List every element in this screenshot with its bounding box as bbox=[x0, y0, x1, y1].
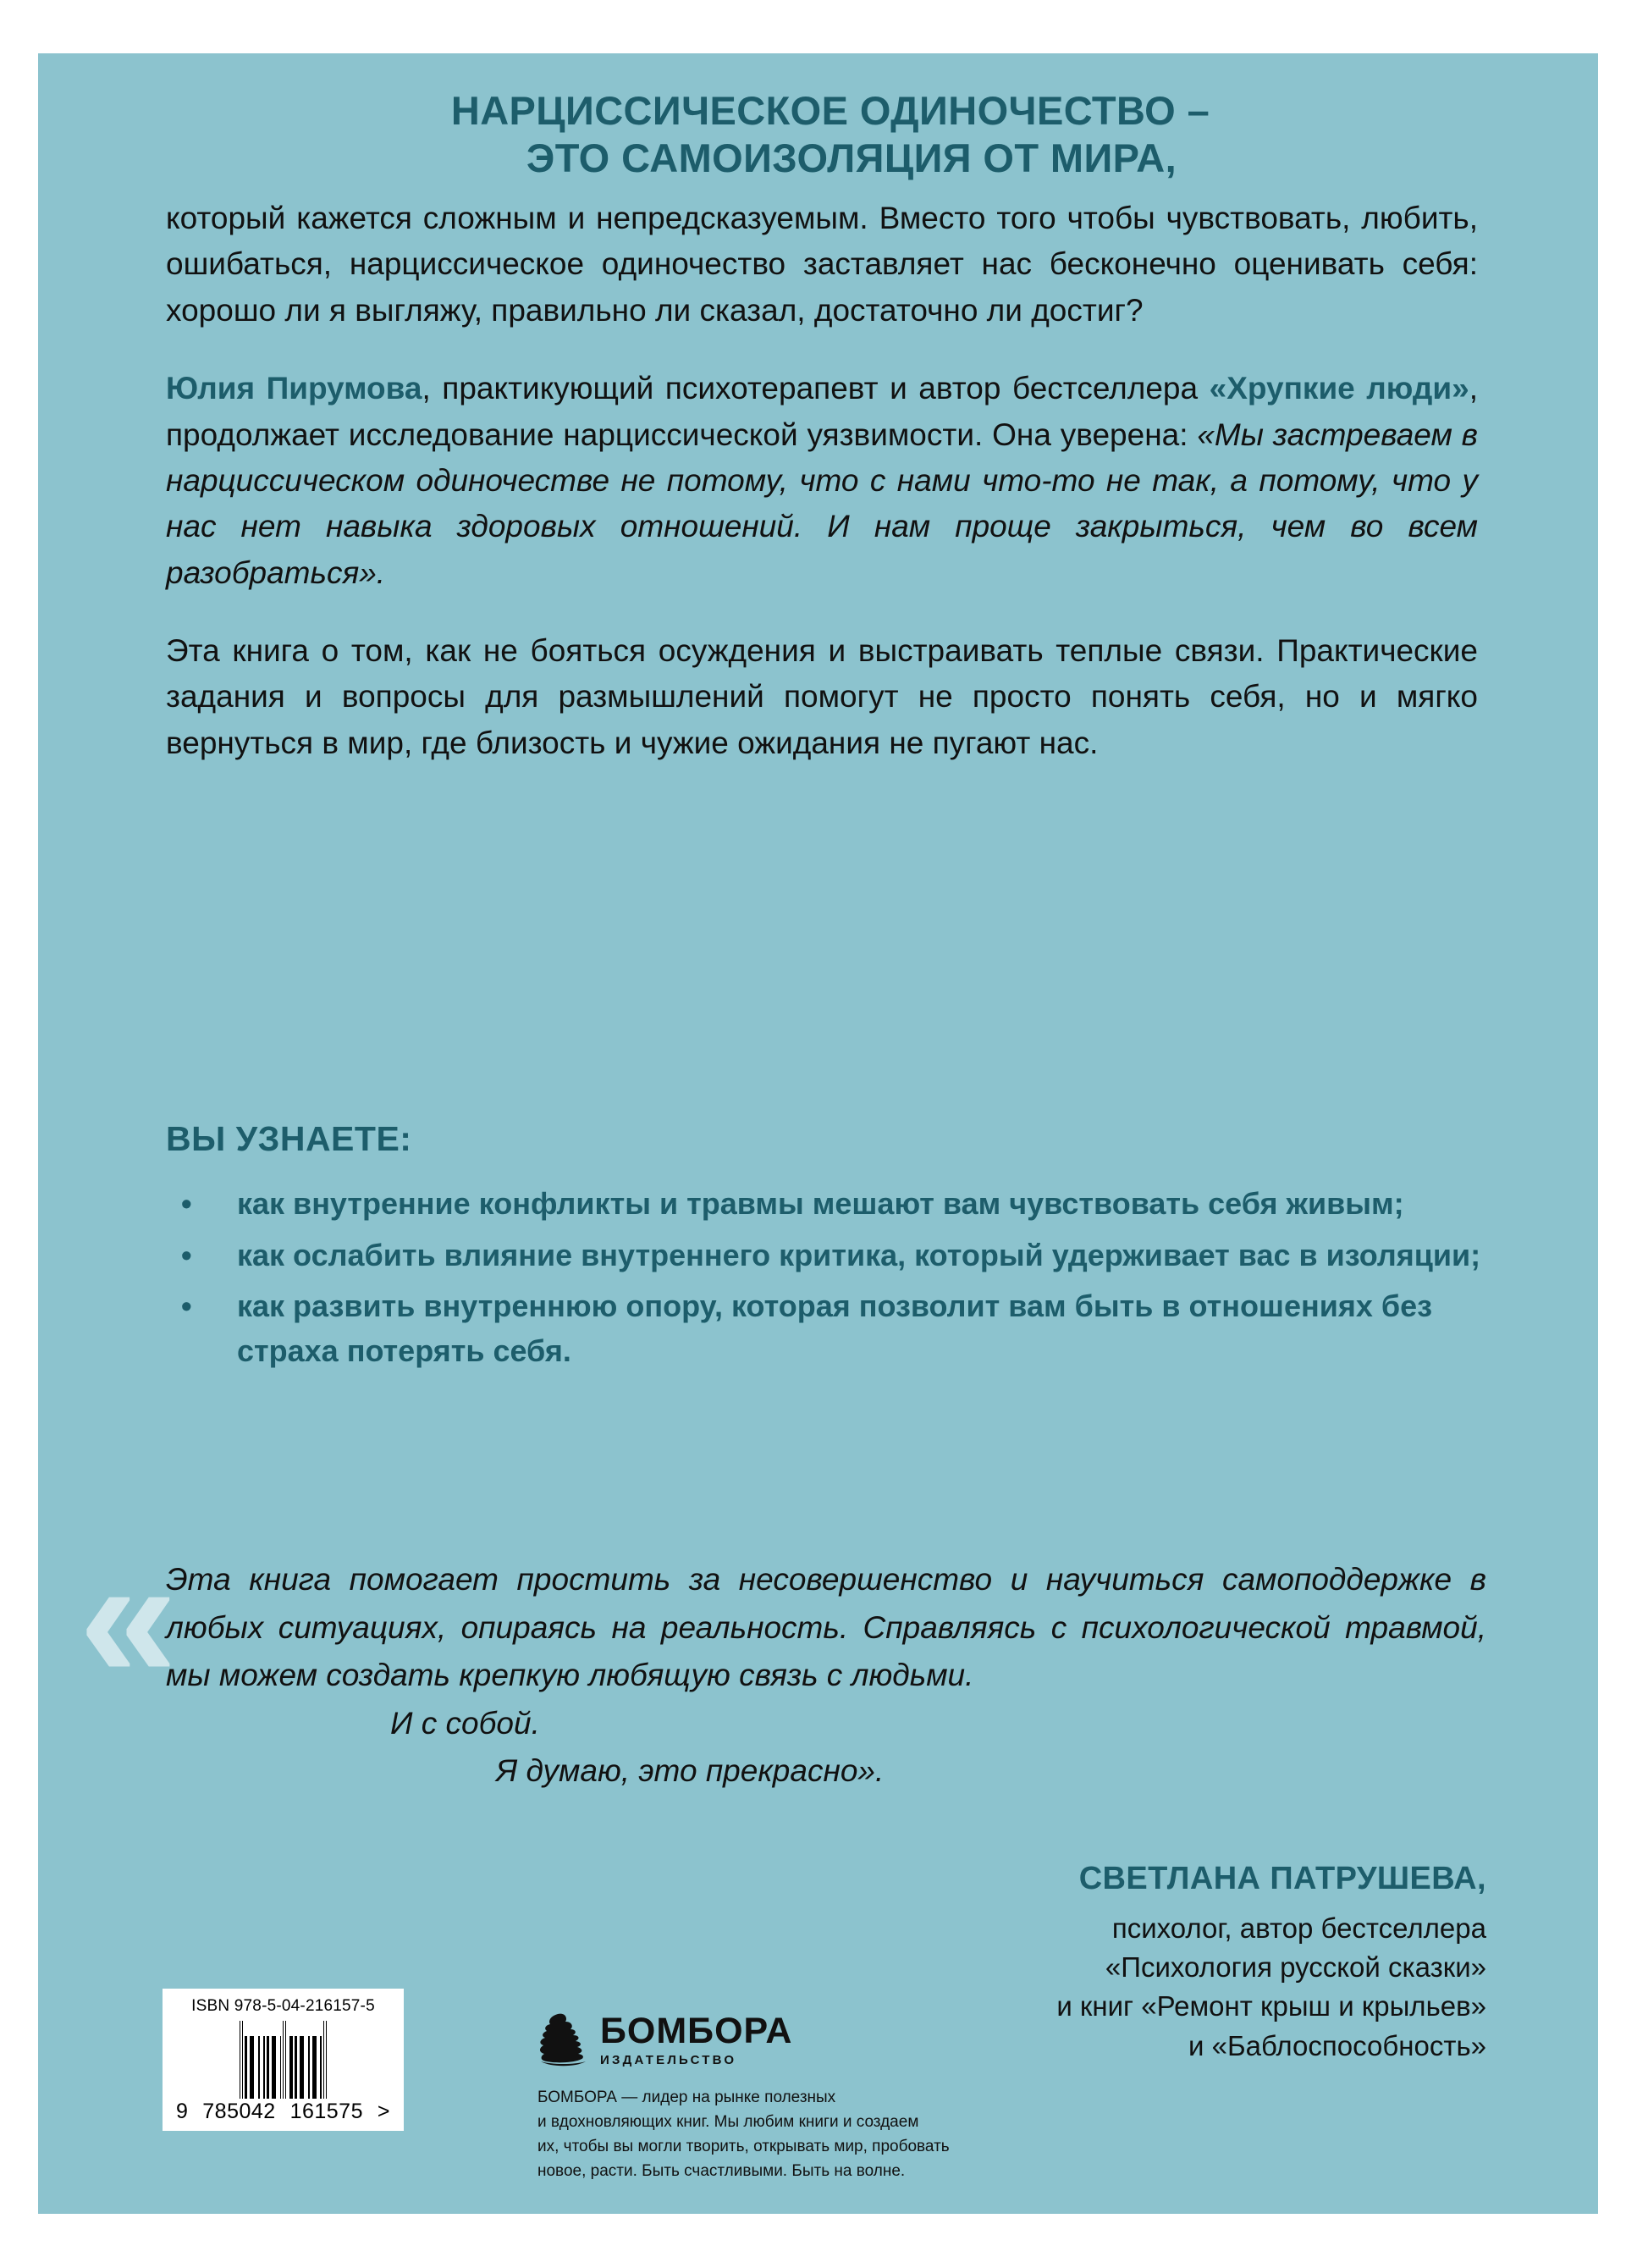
publisher-wordmark bbox=[600, 2010, 793, 2067]
publisher-blurb bbox=[537, 2086, 1096, 2184]
list-item-label: как ослабить влияние внутреннего критика, который удерживает вас в изоляции; bbox=[237, 1237, 1481, 1272]
testimonial-body: Эта книга помогает простить за несовершенство и научиться самоподдержке в любых ситуациях, опираясь на реальность. Справляясь с психологической травмой, мы можем создать крепкую любящую связь с людьми. bbox=[166, 1562, 1486, 1693]
author-para-part-1: , практикующий психотерапевт и автор бестселлера bbox=[422, 371, 1210, 406]
attribution-role-line: «Психология русской сказки» bbox=[1105, 1951, 1486, 1984]
list-item bbox=[166, 1233, 1486, 1278]
publisher-blurb-line: и вдохновляющих книг. Мы любим книги и создаем bbox=[537, 2112, 919, 2131]
intro-paragraph: который кажется сложным и непредсказуемым. Вместо того чтобы чувствовать, любить, ошибаться, нарциссическое одиночество заставляет нас бесконечно оценивать себя: хорошо ли я выгляжу, правильно ли сказал, достаточно ли достиг? bbox=[166, 201, 1478, 328]
barcode-block bbox=[163, 1989, 404, 2131]
barcode-bars bbox=[174, 2021, 392, 2099]
list-item-label: как развить внутреннюю опору, которая позволит вам быть в отношениях без страха потерять себя. bbox=[237, 1289, 1433, 1368]
barcode-digit-right: 161575 bbox=[289, 2100, 363, 2123]
barcode-suffix: > bbox=[377, 2100, 390, 2123]
publisher-name: БОМБОРА bbox=[600, 2010, 793, 2051]
testimonial-block bbox=[79, 1518, 1486, 1796]
attribution-role-line: и книг «Ремонт крыш и крыльев» bbox=[1056, 1990, 1486, 2022]
publisher-blurb-line: их, чтобы вы могли творить, открывать мир, пробовать bbox=[537, 2137, 950, 2155]
publisher-blurb-line: новое, расти. Быть счастливыми. Быть на волне. bbox=[537, 2161, 906, 2180]
list-item bbox=[166, 1182, 1486, 1227]
barcode-digit-left: 9 bbox=[176, 2100, 189, 2123]
body-copy bbox=[166, 196, 1478, 766]
publisher-blurb-line: БОМБОРА — лидер на рынке полезных bbox=[537, 2089, 836, 2106]
bullet-icon: • bbox=[181, 1186, 192, 1221]
author-para-part-2: , продолжает исследование нарциссической уязвимости. Она уверена: bbox=[166, 371, 1478, 452]
headline-line-1: НАРЦИССИЧЕСКОЕ ОДИНОЧЕСТВО – bbox=[450, 88, 1210, 133]
publisher-subtitle: ИЗДАТЕЛЬСТВО bbox=[600, 2052, 737, 2067]
isbn-label: ISBN 978-5-04-216157-5 bbox=[191, 1997, 375, 2015]
attribution-role-line: и «Баблоспособность» bbox=[1188, 2029, 1486, 2061]
bullet-icon: • bbox=[181, 1237, 192, 1272]
testimonial-tail bbox=[166, 1700, 1486, 1796]
list-item-label: как внутренние конфликты и травмы мешают вам чувствовать себя живым; bbox=[237, 1186, 1404, 1221]
publisher-logo bbox=[537, 2011, 1096, 2067]
learn-section-list bbox=[166, 1182, 1486, 1380]
headline-line-2: ЭТО САМОИЗОЛЯЦИЯ ОТ МИРА, bbox=[526, 135, 1177, 181]
book-back-cover bbox=[38, 53, 1598, 2214]
barcode-digits bbox=[174, 2099, 392, 2124]
author-paragraph bbox=[166, 366, 1478, 596]
publisher-block bbox=[537, 2011, 1096, 2184]
page-title bbox=[166, 87, 1486, 183]
learn-section-heading: ВЫ УЗНАЕТЕ: bbox=[166, 1119, 412, 1158]
quotation-mark-icon: « bbox=[79, 1518, 178, 1717]
author-name: Юлия Пирумова bbox=[166, 371, 422, 406]
attribution-name: СВЕТЛАНА ПАТРУШЕВА, bbox=[1078, 1861, 1486, 1896]
bullet-icon: • bbox=[181, 1289, 192, 1324]
stacked-stones-icon bbox=[537, 2011, 588, 2067]
list-item bbox=[166, 1284, 1486, 1373]
book-title: «Хрупкие люди» bbox=[1209, 371, 1469, 406]
testimonial-tail-line-1: И с собой. bbox=[390, 1705, 540, 1741]
author-quote: «Мы застреваем в нарциссическом одиночестве не потому, что с нами что-то не так, а потому, что у нас нет навыка здоровых отношений. И нам проще закрыться, чем во всем разобраться». bbox=[166, 417, 1478, 590]
barcode-digit-middle: 785042 bbox=[202, 2100, 276, 2123]
testimonial-tail-line-2: Я думаю, это прекрасно». bbox=[496, 1753, 885, 1789]
closing-paragraph: Эта книга о том, как не бояться осуждения и выстраивать теплые связи. Практические задания и вопросы для размышлений помогут не просто понять себя, но и мягко вернуться в мир, где близость и чужие ожидания не пугают нас. bbox=[166, 633, 1478, 760]
attribution-role-line: психолог, автор бестселлера bbox=[1111, 1912, 1486, 1944]
